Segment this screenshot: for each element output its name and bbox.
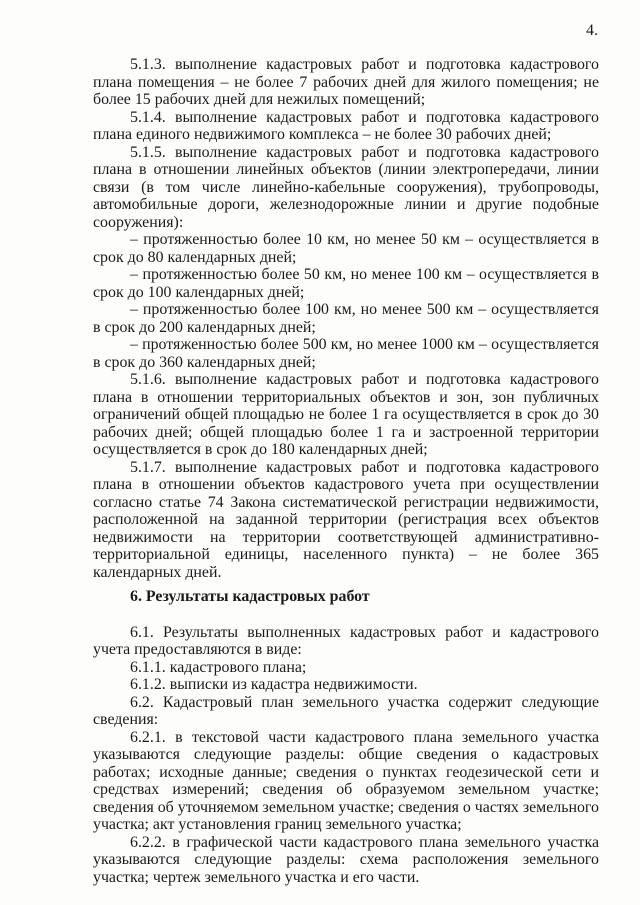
paragraph-5-1-4: 5.1.4. выполнение кадастровых работ и подготовка кадастрового плана единого недвижимого комплекса – не более 30 рабочих дней;	[93, 108, 599, 143]
paragraph-6-2-1: 6.2.1. в текстовой части кадастрового плана земельного участка указываются следующие разделы: общие сведения о кадастровых работах; исходные данные; сведения о пунктах геодезической сети и средствах измерений; сведения об образуемом земельном участке; сведения об уточняемом земельном участке; сведения о частях земельного участка; акт установления границ земельного участка;	[93, 728, 599, 833]
paragraph-5-1-7: 5.1.7. выполнение кадастровых работ и подготовка кадастрового плана в отношении объектов кадастрового учета при осуществлении согласно статье 74 Закона систематической регистрации недвижимости, расположенной на заданной территории (регистрация всех объектов недвижимости на территории соответствующей административно-территориальной единицы, населенного пункта) – не более 365 календарных дней.	[93, 458, 599, 581]
paragraph-5-1-5-dash-3: – протяженностью более 100 км, но менее 500 км – осуществляется в срок до 200 календарных дней;	[93, 301, 599, 336]
paragraph-5-1-5-dash-2: – протяженностью более 50 км, но менее 100 км – осуществляется в срок до 100 календарных дней;	[93, 266, 599, 301]
section-5-list	[93, 56, 599, 581]
paragraph-6-1: 6.1. Результаты выполненных кадастровых работ и кадастрового учета предоставляются в виде:	[93, 623, 599, 658]
paragraph-5-1-3: 5.1.3. выполнение кадастровых работ и подготовка кадастрового плана помещения – не более 7 рабочих дней для жилого помещения; не более 15 рабочих дней для нежилых помещений;	[93, 56, 599, 108]
paragraph-6-1-1: 6.1.1. кадастрового плана;	[130, 658, 307, 676]
paragraph-5-1-5-dash-1: – протяженностью более 10 км, но менее 50 км – осуществляется в срок до 80 календарных дней;	[93, 231, 599, 266]
paragraph-6-2: 6.2. Кадастровый план земельного участка содержит следующие сведения:	[93, 693, 599, 728]
section-6-list	[93, 624, 599, 887]
section-6-heading: 6. Результаты кадастровых работ	[130, 588, 370, 605]
paragraph-6-1-2: 6.1.2. выписки из кадастра недвижимости.	[130, 676, 418, 693]
paragraph-6-2-2: 6.2.2. в графической части кадастрового плана земельного участка указываются следующие разделы: схема расположения земельного участка; чертеж земельного участка и его части.	[93, 833, 599, 886]
paragraph-5-1-6: 5.1.6. выполнение кадастровых работ и подготовка кадастрового плана в отношении территориальных объектов и зон, зон публичных ограничений общей площадью не более 1 га осуществляется в срок до 30 рабочих дней; общей площадью более 1 га и застроенной территории осуществляется в срок до 180 календарных дней;	[93, 371, 599, 458]
page-number: 4.	[586, 22, 598, 39]
paragraph-5-1-5-dash-4: – протяженностью более 500 км, но менее 1000 км – осуществляется в срок до 360 календарных дней;	[93, 336, 599, 371]
document-body	[93, 56, 599, 886]
paragraph-5-1-5: 5.1.5. выполнение кадастровых работ и подготовка кадастрового плана в отношении линейных объектов (линии электропередачи, линии связи (в том числе линейно-кабельные сооружения), трубопроводы, автомобильные дороги, железнодорожные линии и другие подобные сооружения):	[93, 143, 599, 231]
